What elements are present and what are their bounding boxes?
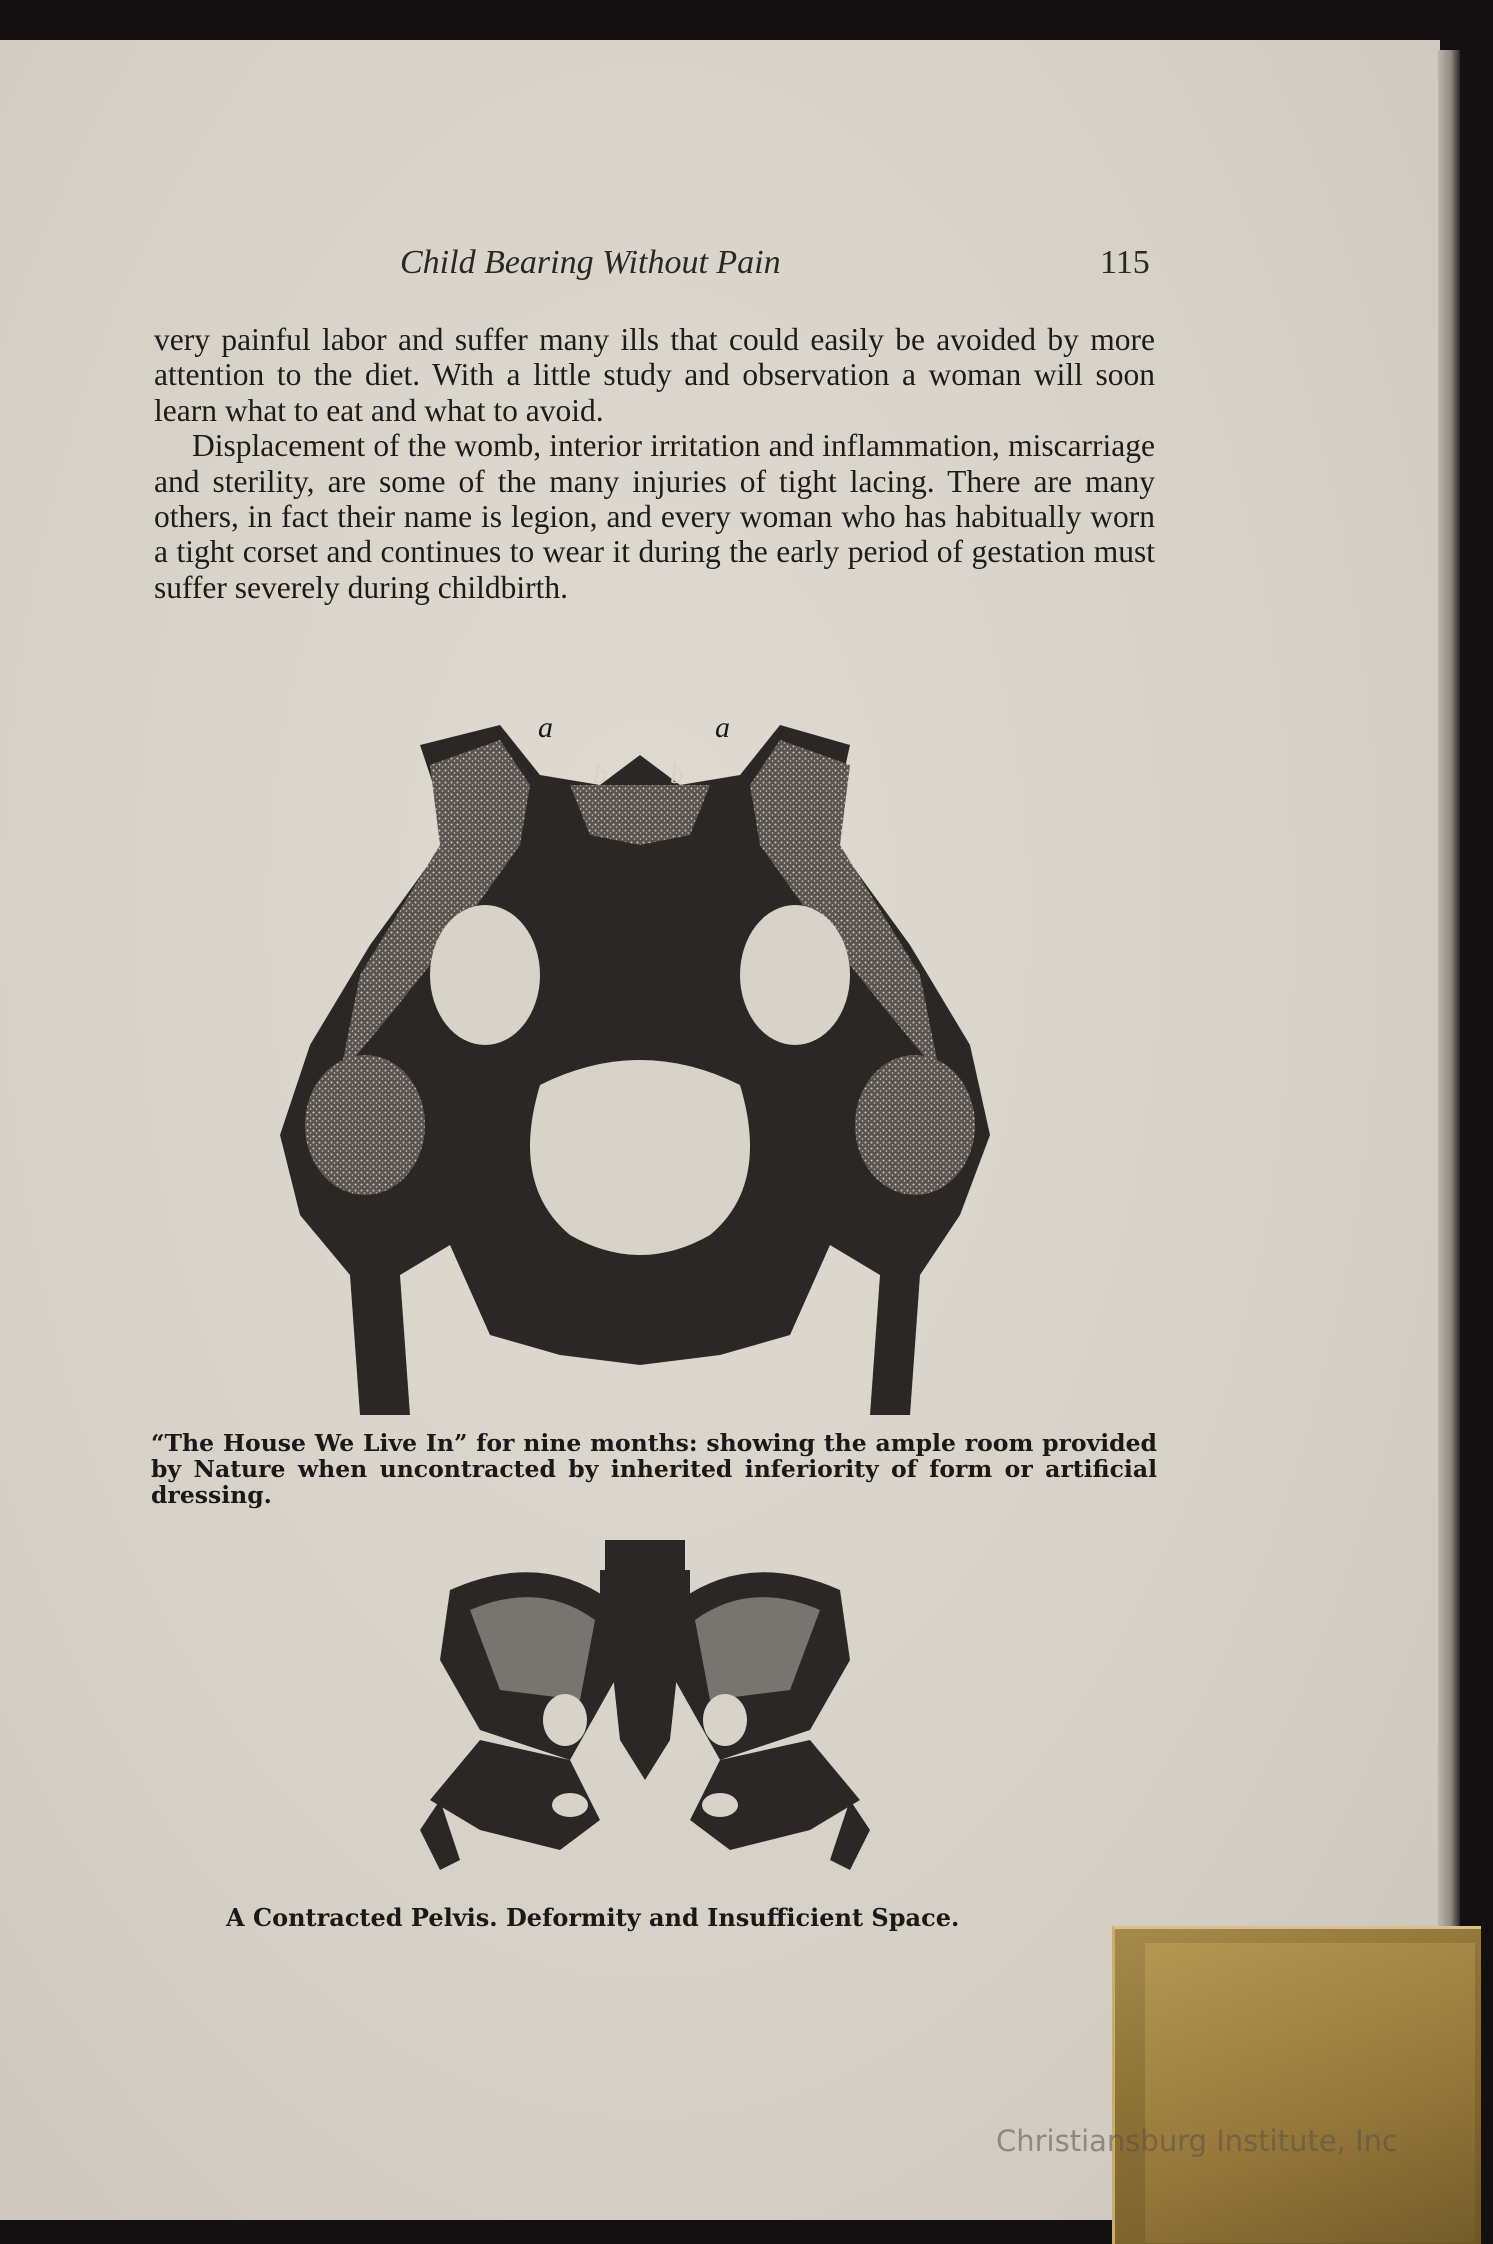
running-title: Child Bearing Without Pain [400,244,781,281]
figure-caption-bottom: A Contracted Pelvis. Deformity and Insufficient Space. [226,1903,960,1932]
label-b-right: b [670,759,684,790]
label-b-left: b [593,759,607,790]
paragraph-2: Displacement of the womb, interior irritation and inflammation, miscarriage and sterility, are some of the many injuries of tight lacing. There are many others, in fact their name is legion, and every woman who has habitually worn a tight corset and continues to wear it during the early period of gestation must suffer severely during childbirth. [154,428,1155,605]
label-a-right: a [715,715,730,744]
pelvis-illustration-normal [270,715,1010,1425]
body-text [154,322,1155,605]
running-head [400,244,1160,282]
label-a-left: a [538,715,553,744]
pelvis-illustration-contracted [420,1530,870,1890]
watermark: Christiansburg Institute, Inc [996,2124,1398,2158]
paragraph-1: very painful labor and suffer many ills that could easily be avoided by more attention to the diet. With a little study and observation a woman will soon learn what to eat and what to avoid. [154,322,1155,428]
gold-page-weight-face [1145,1943,1475,2243]
figure-caption-top: “The House We Live In” for nine months: showing the ample room provided by Nature when uncontracted by inherited inferiority of form or artificial dressing. [151,1429,1157,1509]
gold-page-weight [1112,1926,1481,2244]
page-edge [1438,50,1460,2200]
page-number: 115 [1100,244,1150,281]
